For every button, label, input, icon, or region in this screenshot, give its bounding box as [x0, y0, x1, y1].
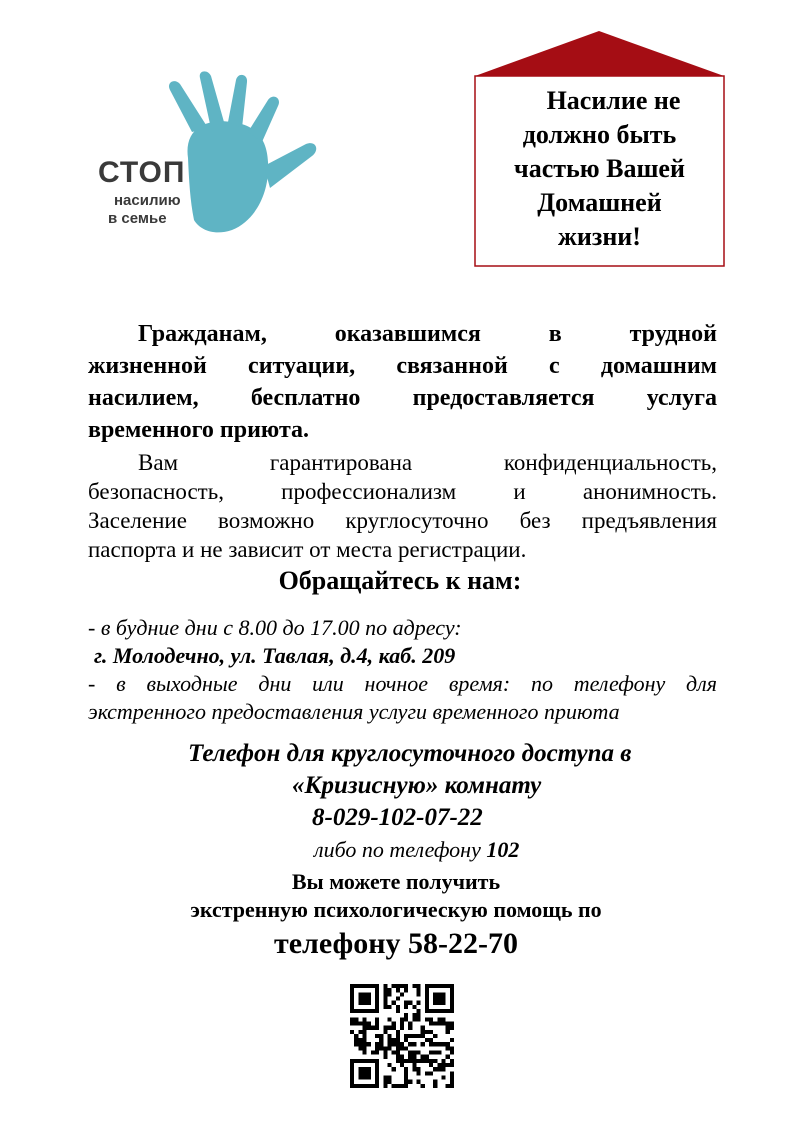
schedule-block	[88, 614, 717, 726]
house-slogan-line: Домашней	[537, 188, 662, 217]
weekend-info: - в выходные дни или ночное время: по телефону для	[88, 671, 717, 696]
text-line: Заселение возможно круглосуточно без предъявления	[88, 508, 717, 533]
text-line: Вам гарантирована конфиденциальность,	[138, 450, 717, 475]
house-slogan-line: частью Вашей	[514, 154, 685, 183]
text-line: Гражданам, оказавшимся в трудной	[138, 321, 717, 347]
psych-line-2: экстренную психологическую помощь по	[190, 897, 602, 922]
psych-line-1: Вы можете получить	[291, 869, 501, 894]
house-slogan-line: должно быть	[522, 120, 677, 149]
text-line: паспорта и не зависит от места регистрации.	[88, 537, 527, 562]
text-line: временного приюта.	[88, 417, 310, 443]
alt-phone-prefix: либо по телефону	[314, 837, 487, 862]
qr-code[interactable]	[350, 984, 454, 1088]
text-line: жизненной ситуации, связанной с домашним	[88, 353, 717, 379]
text-line: безопасность, профессионализм и анонимность.	[88, 479, 717, 504]
qr-modules	[350, 984, 454, 1088]
address: г. Молодечно, ул. Тавлая, д.4, каб. 209	[94, 643, 456, 668]
house-slogan-line: жизни!	[558, 222, 641, 251]
psych-phone[interactable]: телефону 58-22-70	[273, 927, 519, 960]
hotline-phone[interactable]: 8-029-102-07-22	[312, 804, 483, 831]
alt-phone[interactable]: 102	[486, 837, 520, 862]
intro-regular-paragraph	[88, 448, 717, 564]
weekend-info-cont: экстренного предоставления услуги временного приюта	[88, 699, 620, 724]
hotline-title-cont: «Кризисную» комнату	[292, 772, 542, 799]
intro-bold-paragraph	[88, 318, 717, 446]
stop-violence-logo	[92, 70, 332, 250]
alt-phone-line	[314, 834, 519, 866]
hotline-title: Телефон для круглосуточного доступа в	[188, 740, 632, 767]
logo-subtitle-1: насилию	[114, 192, 181, 209]
contact-heading: Обращайтесь к нам:	[278, 566, 522, 595]
house-callout	[473, 30, 726, 268]
psych-help-block	[0, 868, 800, 964]
logo-title: СТОП	[98, 156, 186, 189]
house-slogan	[481, 84, 718, 254]
weekday-hours: - в будние дни с 8.00 до 17.00 по адресу:	[88, 615, 462, 640]
logo-subtitle-2: в семье	[108, 210, 167, 227]
text-line: насилием, бесплатно предоставляется услуга	[88, 385, 717, 411]
house-slogan-line: Насилие не	[546, 86, 681, 115]
